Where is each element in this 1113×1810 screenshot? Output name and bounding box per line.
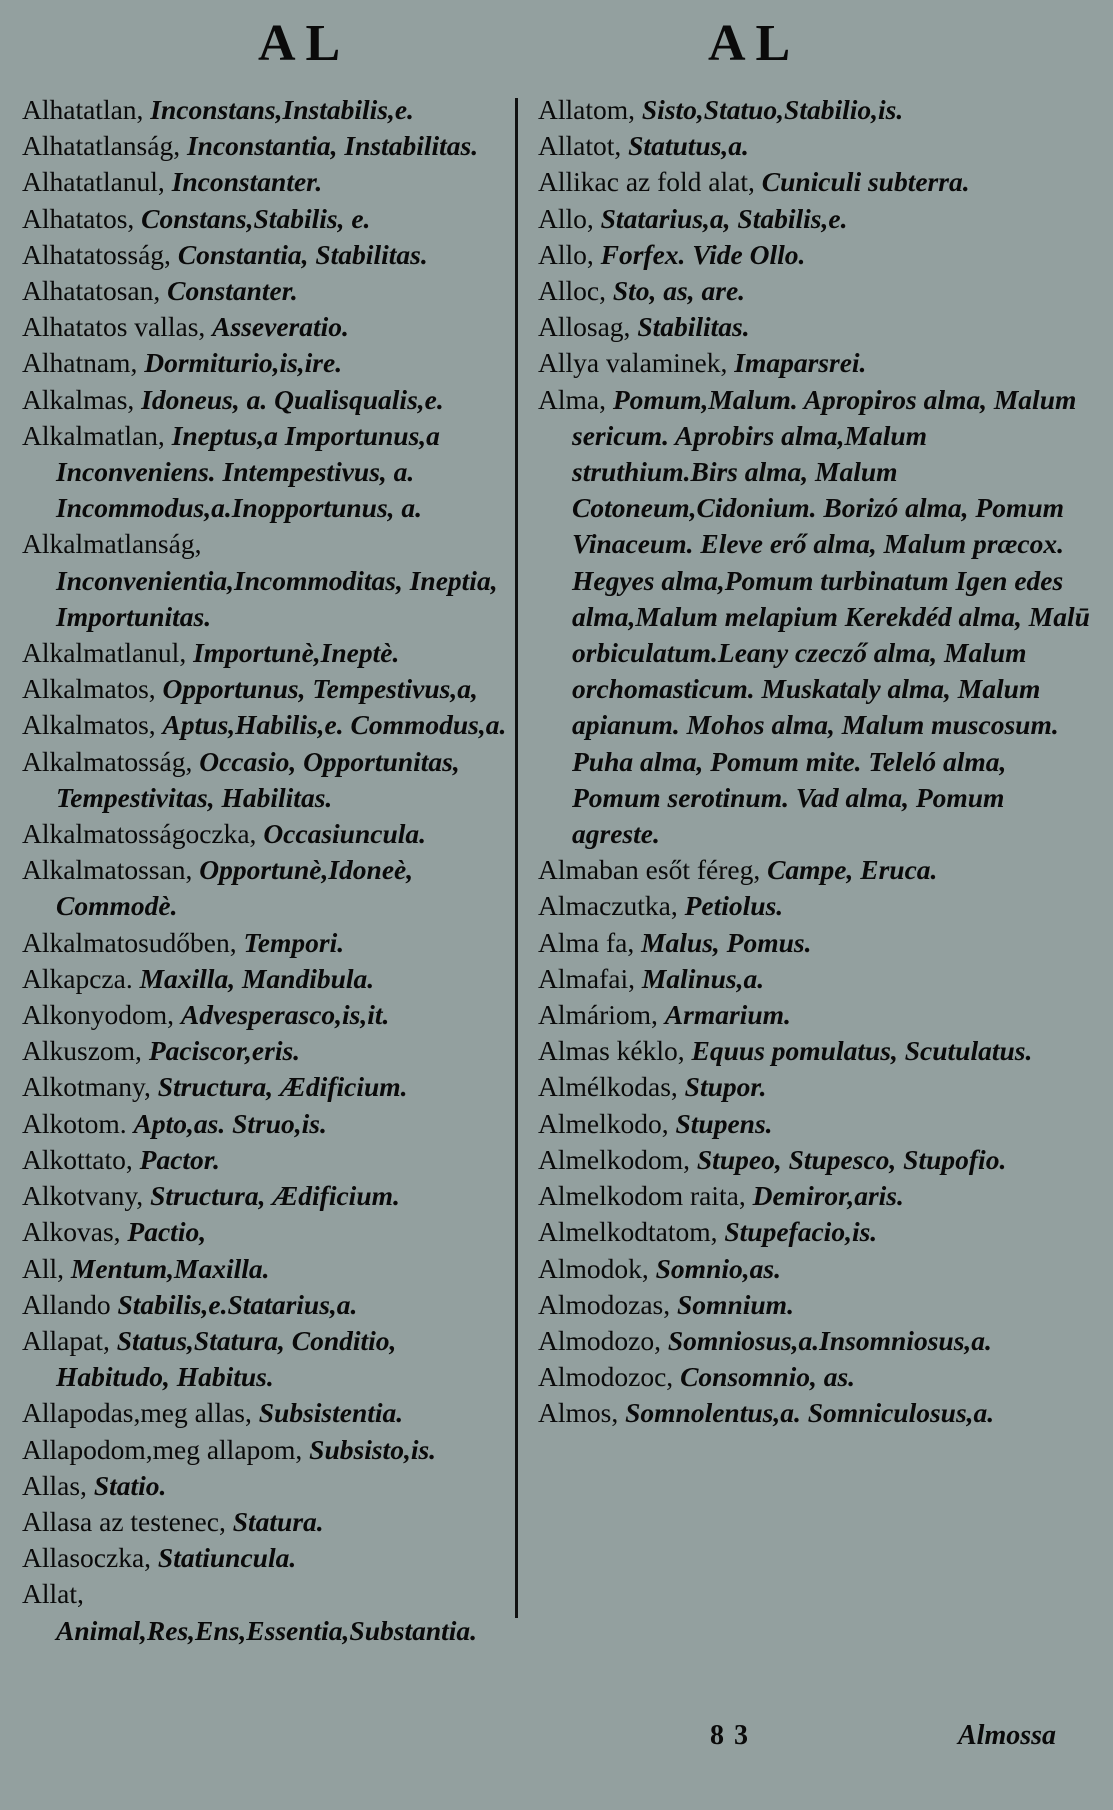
catchword: Almossa — [958, 1720, 1057, 1751]
headword: All, — [22, 1252, 65, 1284]
latin-gloss: Opportunus, Tempestivus,a, — [162, 673, 478, 705]
headword: Alloc, — [538, 275, 606, 307]
latin-gloss: Constantia, Stabilitas. — [177, 238, 428, 270]
dictionary-entry — [22, 1033, 510, 1069]
latin-gloss: Constans,Stabilis, e. — [141, 202, 371, 234]
headword: Alkuszom, — [22, 1035, 142, 1067]
headword: Allasa az testenec, — [22, 1505, 226, 1537]
right-column-header: AL — [708, 15, 801, 72]
headword: Alkottato, — [22, 1143, 133, 1175]
dictionary-entry — [538, 1395, 1090, 1431]
headword: Almodozoc, — [538, 1361, 674, 1393]
dictionary-entry — [538, 925, 1090, 961]
headword: Allasoczka, — [22, 1542, 152, 1574]
latin-gloss: Animal,Res,Ens,Essentia,Substantia. — [56, 1614, 478, 1646]
dictionary-entry — [22, 1214, 510, 1250]
dictionary-entry — [538, 382, 1090, 853]
latin-gloss: Tempori. — [243, 926, 345, 958]
latin-gloss: Stupefacio,is. — [724, 1216, 878, 1248]
dictionary-entry — [538, 164, 1090, 200]
latin-gloss: Importunè,Ineptè. — [193, 637, 400, 669]
dictionary-entry — [538, 1178, 1090, 1214]
headword: Alkotom. — [22, 1107, 127, 1139]
dictionary-entry — [22, 925, 510, 961]
latin-gloss: Statutus,a. — [628, 130, 749, 162]
headword: Almodozo, — [538, 1324, 661, 1356]
headword: Alhatatlanság, — [22, 130, 181, 162]
headword: Almos, — [538, 1397, 619, 1429]
column-divider — [515, 98, 518, 1618]
dictionary-entry — [538, 1069, 1090, 1105]
dictionary-entry — [538, 1033, 1090, 1069]
headword: Almodok, — [538, 1252, 649, 1284]
headword: Alkalmas, — [22, 383, 135, 415]
latin-gloss: Maxilla, Mandibula. — [139, 962, 375, 994]
headword: Alkalmatlan, — [22, 419, 165, 451]
headword: Alhatatosság, — [22, 238, 171, 270]
dictionary-entry — [22, 1251, 510, 1287]
headword: Alkalmatossan, — [22, 854, 193, 886]
latin-gloss: Malus, Pomus. — [641, 926, 812, 958]
headword: Alkalmatos, — [22, 709, 156, 741]
headword: Alhatatosan, — [22, 275, 161, 307]
dictionary-entry — [22, 1323, 510, 1395]
headword: Allya valaminek, — [538, 347, 728, 379]
headword: Alhatatlan, — [22, 94, 144, 125]
dictionary-entry — [22, 1069, 510, 1105]
headword: Allosag, — [538, 311, 631, 343]
headword: Allatom, — [538, 94, 636, 125]
latin-gloss: Stabilis,e.Statarius,a. — [117, 1288, 358, 1320]
headword: Alkalmatlanság, — [22, 528, 202, 560]
latin-gloss: Stupor. — [684, 1071, 767, 1103]
headword: Alkalmatlanul, — [22, 637, 187, 669]
headword: Alma, — [538, 383, 606, 415]
headword: Alkonyodom, — [22, 999, 175, 1031]
dictionary-entry — [22, 382, 510, 418]
dictionary-entry — [22, 273, 510, 309]
latin-gloss: Pomum,Malum. Apropiros alma, Malum sericum. Aprobirs alma,Malum struthium.Birs alma, Malum Cotoneum,Cidonium. Borizó alma, Pomum Vinaceum. Eleve erő alma, Malum præcox. Hegyes alma,Pomum turbinatum Igen edes alma,Malum melapium Kerekdéd alma, Malū orbiculatum.Leany czecző alma, Malum orchomasticum. Muskataly alma, Malum apianum. Mohos alma, Malum muscosum. Puha alma, Pomum mite. Teleló alma, Pomum serotinum. Vad alma, Pomum agreste. — [572, 383, 1090, 850]
headword: Almelkodom, — [538, 1143, 691, 1175]
latin-gloss: Statio. — [93, 1469, 167, 1501]
headword: Allapodom,meg allapom, — [22, 1433, 303, 1465]
latin-gloss: Mentum,Maxilla. — [70, 1252, 270, 1284]
latin-gloss: Campe, Eruca. — [767, 854, 938, 886]
headword: Alhatatlanul, — [22, 166, 165, 198]
headword: Allatot, — [538, 130, 622, 162]
dictionary-entry — [538, 1142, 1090, 1178]
dictionary-entry — [538, 201, 1090, 237]
page-number: 83 — [710, 1720, 758, 1751]
dictionary-entry — [538, 128, 1090, 164]
dictionary-entry — [22, 1432, 510, 1468]
dictionary-entry — [22, 816, 510, 852]
headword: Allo, — [538, 202, 594, 234]
latin-gloss: Apto,as. Struo,is. — [133, 1107, 327, 1139]
dictionary-entry — [22, 201, 510, 237]
headword: Alkovas, — [22, 1216, 121, 1248]
latin-gloss: Pactio, — [127, 1216, 207, 1248]
dictionary-entry — [538, 997, 1090, 1033]
headword: Allapodas,meg allas, — [22, 1397, 252, 1429]
dictionary-entry — [22, 345, 510, 381]
headword: Allando — [22, 1288, 111, 1320]
dictionary-entry — [22, 128, 510, 164]
latin-gloss: Somnio,as. — [655, 1252, 781, 1284]
dictionary-entry — [538, 1323, 1090, 1359]
dictionary-entry — [538, 852, 1090, 888]
headword: Allo, — [538, 238, 594, 270]
latin-gloss: Advesperasco,is,it. — [180, 999, 390, 1031]
headword: Alkotmany, — [22, 1071, 151, 1103]
dictionary-entry — [538, 345, 1090, 381]
headword: Allikac az fold alat, — [538, 166, 755, 198]
dictionary-entry — [22, 1142, 510, 1178]
dictionary-entry — [538, 92, 1090, 128]
dictionary-entry — [22, 1504, 510, 1540]
latin-gloss: Idoneus, a. Qualisqualis,e. — [141, 383, 444, 415]
latin-gloss: Armarium. — [664, 999, 791, 1031]
latin-gloss: Sto, as, are. — [612, 275, 746, 307]
headword: Almas kéklo, — [538, 1035, 685, 1067]
dictionary-entry — [538, 961, 1090, 997]
latin-gloss: Malinus,a. — [641, 962, 765, 994]
dictionary-entry — [22, 961, 510, 997]
dictionary-entry — [538, 1251, 1090, 1287]
latin-gloss: Cuniculi subterra. — [761, 166, 970, 198]
dictionary-entry — [538, 1287, 1090, 1323]
headword: Allat, — [22, 1578, 84, 1610]
headword: Almélkodas, — [538, 1071, 678, 1103]
latin-gloss: Occasio, Opportunitas, Tempestivitas, Habilitas. — [56, 745, 460, 813]
latin-gloss: Inconstantia, Instabilitas. — [186, 130, 479, 162]
latin-gloss: Consomnio, as. — [680, 1361, 856, 1393]
latin-gloss: Inconvenientia,Incommoditas, Ineptia, Importunitas. — [56, 564, 498, 632]
latin-gloss: Opportunè,Idoneè, Commodè. — [56, 854, 414, 922]
headword: Almaban esőt féreg, — [538, 854, 761, 886]
headword: Alhatatos, — [22, 202, 135, 234]
headword: Almelkodo, — [538, 1107, 669, 1139]
dictionary-entry — [22, 1178, 510, 1214]
latin-gloss: Petiolus. — [684, 890, 784, 922]
dictionary-entry — [22, 418, 510, 527]
dictionary-entry — [22, 1576, 510, 1648]
dictionary-entry — [22, 526, 510, 635]
dictionary-entry — [538, 237, 1090, 273]
latin-gloss: Structura, Ædificium. — [157, 1071, 408, 1103]
left-column — [22, 92, 510, 1649]
latin-gloss: Somniosus,a.Insomniosus,a. — [667, 1324, 992, 1356]
latin-gloss: Statura. — [232, 1505, 324, 1537]
headword: Alkalmatos, — [22, 673, 156, 705]
headword: Alhatnam, — [22, 347, 138, 379]
headword: Alkapcza. — [22, 962, 133, 994]
latin-gloss: Subsistentia. — [258, 1397, 404, 1429]
headword: Almodozas, — [538, 1288, 671, 1320]
headword: Almafai, — [538, 962, 635, 994]
latin-gloss: Demiror,aris. — [752, 1180, 904, 1212]
latin-gloss: Imaparsrei. — [734, 347, 867, 379]
dictionary-entry — [22, 671, 510, 707]
dictionary-entry — [22, 164, 510, 200]
latin-gloss: Stupens. — [675, 1107, 773, 1139]
latin-gloss: Occasiuncula. — [263, 818, 427, 850]
latin-gloss: Somnolentus,a. Somniculosus,a. — [625, 1397, 995, 1429]
headword: Alma fa, — [538, 926, 635, 958]
dictionary-entry — [22, 707, 510, 743]
latin-gloss: Stupeo, Stupesco, Stupofio. — [696, 1143, 1007, 1175]
dictionary-entry — [22, 997, 510, 1033]
dictionary-entry — [538, 888, 1090, 924]
latin-gloss: Status,Statura, Conditio, Habitudo, Habitus. — [56, 1324, 397, 1393]
headword: Alkalmatosság, — [22, 745, 193, 777]
latin-gloss: Pactor. — [139, 1143, 220, 1175]
latin-gloss: Equus pomulatus, Scutulatus. — [691, 1035, 1033, 1067]
dictionary-entry — [538, 273, 1090, 309]
latin-gloss: Dormiturio,is,ire. — [144, 347, 343, 379]
latin-gloss: Subsisto,is. — [309, 1433, 437, 1465]
headword: Allapat, — [22, 1324, 110, 1356]
dictionary-entry — [22, 852, 510, 924]
latin-gloss: Constanter. — [167, 275, 298, 307]
headword: Almáriom, — [538, 999, 658, 1031]
headword: Almaczutka, — [538, 890, 678, 922]
dictionary-entry — [22, 1106, 510, 1142]
latin-gloss: Inconstans,Instabilis,e. — [150, 94, 414, 125]
dictionary-entry — [22, 635, 510, 671]
latin-gloss: Statarius,a, Stabilis,e. — [600, 202, 848, 234]
headword: Alkotvany, — [22, 1180, 144, 1212]
latin-gloss: Paciscor,eris. — [148, 1035, 301, 1067]
latin-gloss: Sisto,Statuo,Stabilio,is. — [641, 94, 904, 125]
latin-gloss: Asseveratio. — [212, 311, 349, 343]
right-column — [538, 92, 1090, 1432]
dictionary-entry — [538, 309, 1090, 345]
dictionary-entry — [22, 1287, 510, 1323]
dictionary-entry — [22, 744, 510, 816]
dictionary-entry — [22, 1468, 510, 1504]
headword: Allas, — [22, 1469, 87, 1501]
dictionary-entry — [538, 1359, 1090, 1395]
dictionary-entry — [538, 1106, 1090, 1142]
latin-gloss: Statiuncula. — [157, 1542, 297, 1574]
latin-gloss: Stabilitas. — [637, 311, 750, 343]
dictionary-entry — [22, 1395, 510, 1431]
dictionary-entry — [22, 237, 510, 273]
headword: Alkalmatosságoczka, — [22, 818, 257, 850]
latin-gloss: Aptus,Habilis,e. Commodus,a. — [162, 709, 507, 741]
left-column-header: AL — [258, 15, 351, 72]
headword: Almelkodtatom, — [538, 1216, 718, 1248]
headword: Alhatatos vallas, — [22, 311, 206, 343]
latin-gloss: Somnium. — [677, 1288, 794, 1320]
dictionary-entry — [22, 1540, 510, 1576]
page-footer — [0, 1720, 1113, 1760]
latin-gloss: Ineptus,a Importunus,a Inconveniens. Intempestivus, a. Incommodus,a.Inopportunus, a. — [56, 419, 440, 524]
latin-gloss: Structura, Ædificium. — [150, 1180, 400, 1212]
dictionary-entry — [22, 309, 510, 345]
headword: Almelkodom raita, — [538, 1180, 746, 1212]
latin-gloss: Forfex. Vide Ollo. — [600, 238, 806, 270]
headword: Alkalmatosudőben, — [22, 926, 237, 958]
dictionary-entry — [22, 92, 510, 128]
dictionary-entry — [538, 1214, 1090, 1250]
latin-gloss: Inconstanter. — [171, 166, 323, 198]
